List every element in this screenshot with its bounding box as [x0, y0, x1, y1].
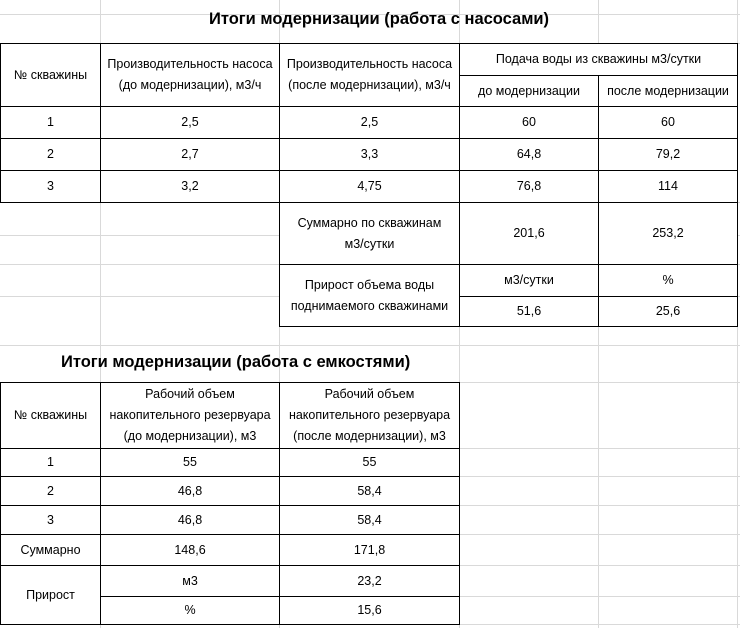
increase-label-line1: Прирост объема воды [304, 277, 435, 292]
table-cell: 148,6 [100, 534, 280, 566]
pumps-title: Итоги модернизации (работа с насосами) [209, 10, 550, 28]
grid-line [0, 345, 740, 346]
table-cell: 3 [0, 170, 101, 203]
table-cell: 2 [0, 138, 101, 171]
increase-value-2: 25,6 [598, 296, 738, 327]
table-cell: 55 [279, 448, 460, 477]
table-cell: 46,8 [100, 505, 280, 535]
header-volume-after [279, 382, 460, 449]
header-volume-after-line3: (после модернизации), м3 [293, 429, 446, 443]
table-cell: 58,4 [279, 505, 460, 535]
header-perf-before-line1: Производительность насоса [107, 57, 273, 71]
table-cell: 60 [459, 106, 599, 139]
table-cell: 60 [598, 106, 738, 139]
table-cell: 1 [0, 448, 101, 477]
header-supply-before [459, 75, 599, 107]
header-well-no [0, 382, 101, 449]
increase-label-line2: поднимаемого скважинами [290, 298, 449, 313]
header-supply-before-text: до модернизации [478, 83, 580, 98]
header-perf-after-line2: (после модернизации), м3/ч [288, 78, 451, 92]
table-cell: 2,5 [100, 106, 280, 139]
total-after: 253,2 [598, 202, 738, 265]
table-cell: 64,8 [459, 138, 599, 171]
total-label [279, 202, 460, 265]
header-supply-after [598, 75, 738, 107]
table-cell: 4,75 [279, 170, 460, 203]
header-supply [459, 43, 738, 76]
total-label-line2: м3/сутки [344, 236, 395, 251]
header-volume-after-line1: Рабочий объем [324, 387, 415, 401]
table-cell: 1 [0, 106, 101, 139]
header-well-no [0, 43, 101, 107]
total-label-line1: Суммарно по скважинам [297, 215, 442, 230]
header-volume-before-line2: накопительного резервуара [109, 408, 271, 422]
header-volume-after-line2: накопительного резервуара [288, 408, 451, 422]
table-cell: 76,8 [459, 170, 599, 203]
table-cell: 55 [100, 448, 280, 477]
increase-label: Прирост [0, 565, 101, 625]
table-cell: Суммарно [0, 534, 101, 566]
increase-value-1: 51,6 [459, 296, 599, 327]
increase-unit-1: м3/сутки [459, 264, 599, 297]
total-before: 201,6 [459, 202, 599, 265]
table-cell: 58,4 [279, 476, 460, 506]
table-cell: 3,2 [100, 170, 280, 203]
header-well-no-text: № скважины [13, 408, 88, 422]
increase-value-1: 23,2 [279, 565, 460, 597]
header-supply-text: Подача воды из скважины м3/сутки [495, 52, 702, 66]
tanks-title: Итоги модернизации (работа с емкостями) [61, 353, 411, 371]
table-cell: 46,8 [100, 476, 280, 506]
header-supply-after-text: после модернизации [607, 83, 729, 98]
increase-unit-1: м3 [100, 565, 280, 597]
table-cell: 171,8 [279, 534, 460, 566]
increase-unit-2: % [598, 264, 738, 297]
table-cell: 2,7 [100, 138, 280, 171]
table-cell: 2 [0, 476, 101, 506]
header-perf-before [100, 43, 280, 107]
header-perf-after [279, 43, 460, 107]
header-perf-after-line1: Производительность насоса [286, 57, 453, 71]
header-volume-before-line1: Рабочий объем [145, 387, 235, 401]
header-volume-before [100, 382, 280, 449]
header-well-no-text: № скважины [13, 67, 88, 82]
header-volume-before-line3: (до модернизации), м3 [123, 429, 257, 443]
table-cell: 114 [598, 170, 738, 203]
table-cell: 79,2 [598, 138, 738, 171]
increase-unit-2: % [100, 596, 280, 625]
table-cell: 3,3 [279, 138, 460, 171]
table-cell: 2,5 [279, 106, 460, 139]
increase-value-2: 15,6 [279, 596, 460, 625]
increase-label [279, 264, 460, 327]
table-cell: 3 [0, 505, 101, 535]
header-perf-before-line2: (до модернизации), м3/ч [118, 78, 262, 92]
